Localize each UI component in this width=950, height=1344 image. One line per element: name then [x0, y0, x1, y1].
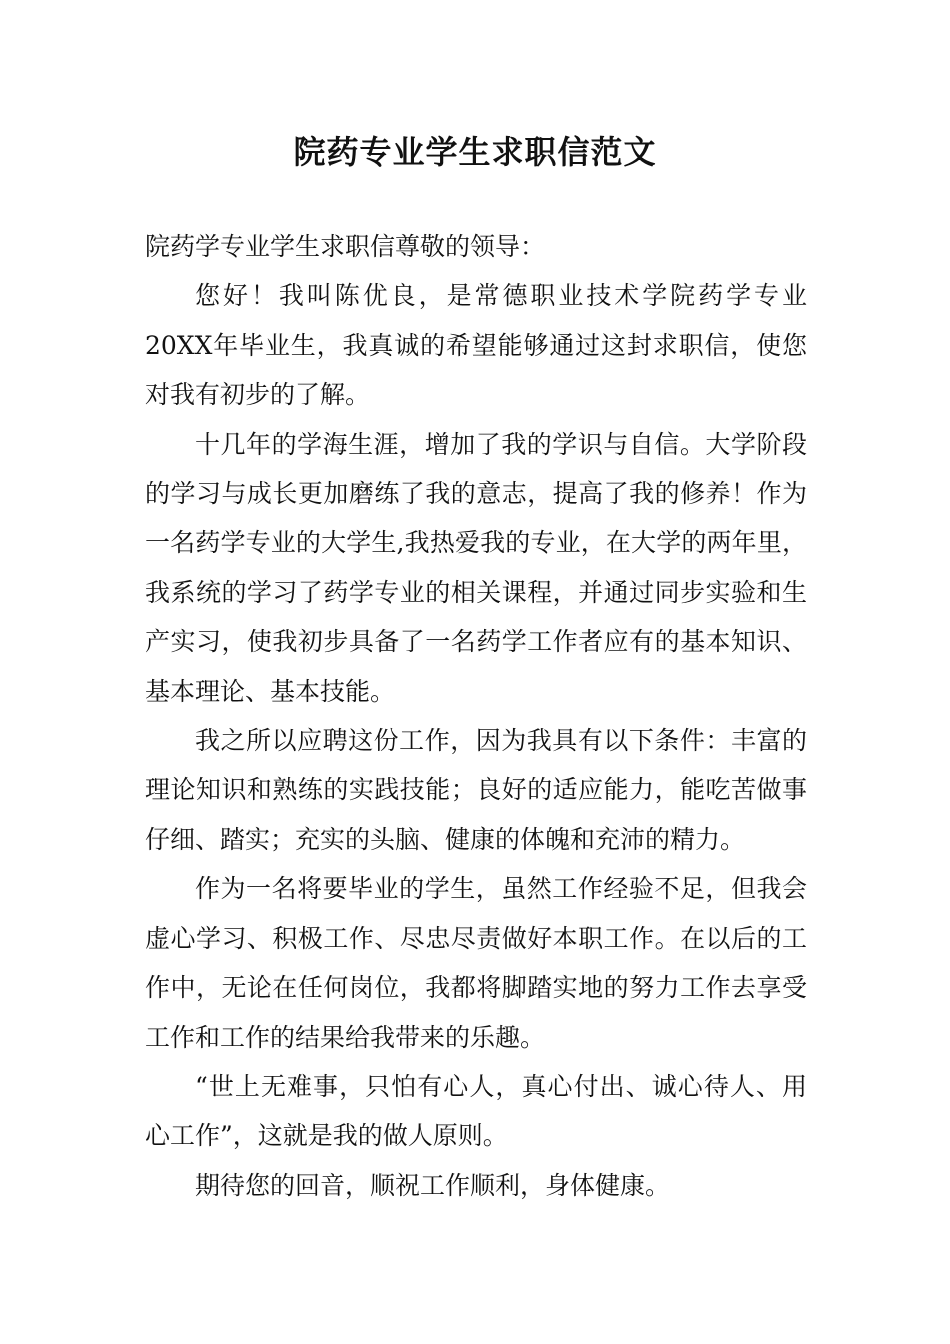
- paragraph-qualifications: 我之所以应聘这份工作，因为我具有以下条件：丰富的理论知识和熟练的实践技能；良好的适应能力，能吃苦做事仔细、踏实；充实的头脑、健康的体魄和充沛的精力。: [145, 726, 807, 854]
- document-body: [145, 222, 807, 1210]
- paragraph-principle: “世上无难事，只怕有心人，真心付出、诚心待人、用心工作”，这就是我的做人原则。: [145, 1071, 807, 1151]
- document-title: 院药专业学生求职信范文: [293, 133, 657, 171]
- paragraph-commitment: 作为一名将要毕业的学生，虽然工作经验不足，但我会虚心学习、积极工作、尽忠尽责做好本职工作。在以后的工作中，无论在任何岗位，我都将脚踏实地的努力工作去享受工作和工作的结果给我带来的乐趣。: [145, 874, 807, 1052]
- salutation: 院药学专业学生求职信尊敬的领导：: [145, 232, 546, 261]
- paragraph-intro: 您好！我叫陈优良，是常德职业技术学院药学专业20XX年毕业生，我真诚的希望能够通过这封求职信，使您对我有初步的了解。: [145, 281, 807, 410]
- paragraph-closing: 期待您的回音，顺祝工作顺利，身体健康。: [195, 1170, 671, 1200]
- paragraph-education: 十几年的学海生涯，增加了我的学识与自信。大学阶段的学习与成长更加磨练了我的意志，提高了我的修养！作为一名药学专业的大学生,我热爱我的专业，在大学的两年里，我系统的学习了药学专业的相关课程，并通过同步实验和生产实习，使我初步具备了一名药学工作者应有的基本知识、基本理论、基本技能。: [145, 429, 807, 706]
